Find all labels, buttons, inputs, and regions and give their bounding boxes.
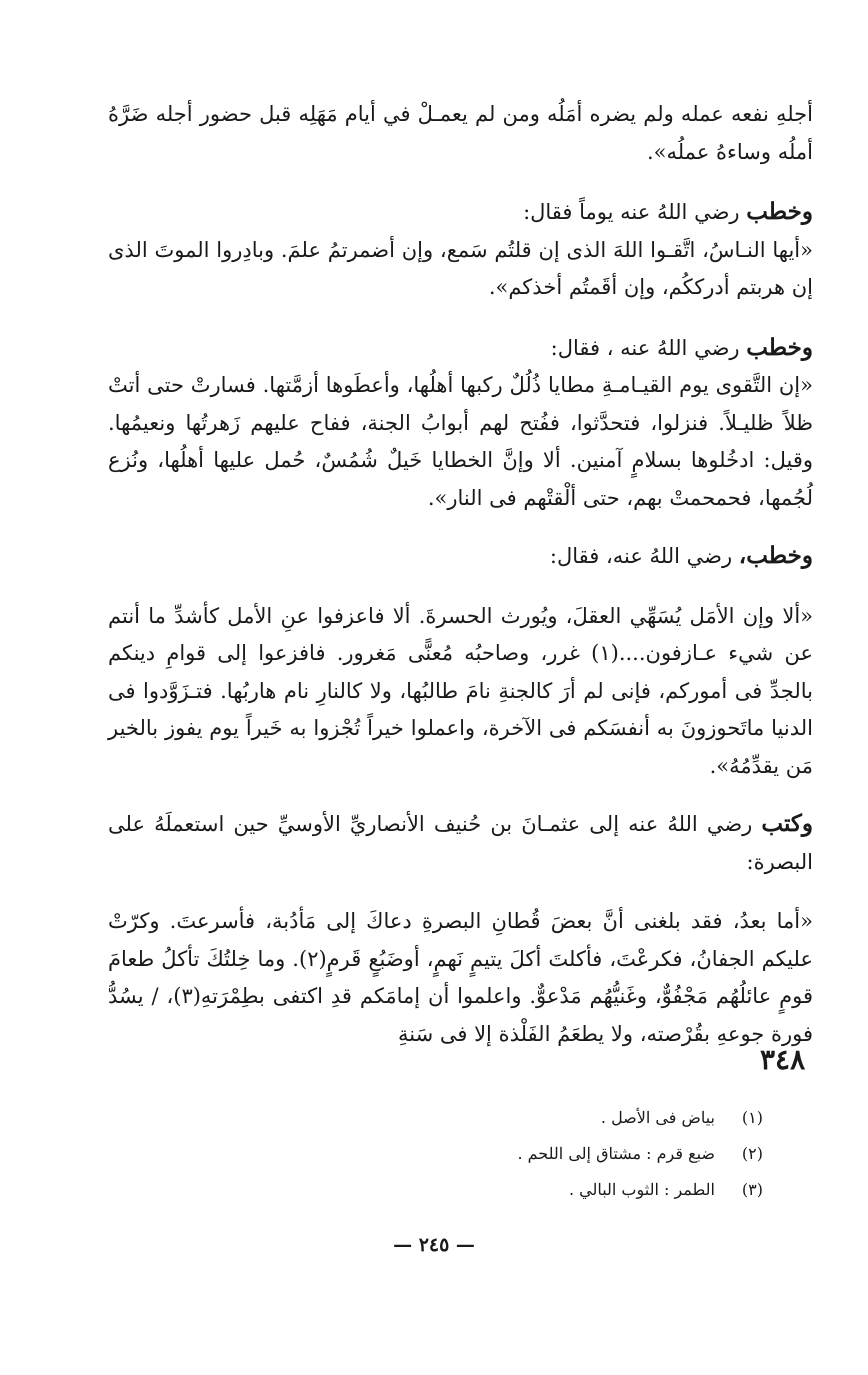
letter-intro — [108, 805, 813, 881]
sermon-3-text: «إن التَّقوى يوم القيـامـةِ مطايا ذُلُلٌ ركبها أهلُها، وأعطَوها أزمَّتها. فسارتْ حتى أتتْ ظلاً ظليـلاً. فنزلوا، فتحدَّثوا، ففُتح لهم أبوابُ الجنة، ففاح عليهم زَهرتُها ونعيمُها. وقيل: ادخُلوها بسلامٍ آمنين. ألا وإنَّ الخطايا خَيلٌ شُمُسٌ، حُمل عليها أهلُها، ونُزع لُجُمها، فحمحمتْ بهم، حتى ألْقتْهم فى النار». — [108, 373, 813, 510]
paragraph-continuation: أجلهِ نفعه عمله ولم يضره أمَلُه ومن لم يعمـلْ في أيام مَهَلِه قبل حضور أجله ضَرَّهُ أملُه وساءهُ عملُه». — [108, 102, 813, 164]
main-text — [108, 96, 813, 1053]
sermon-2-intro-text: رضي اللهُ عنه يوماً فقال: — [523, 200, 747, 224]
footnote-2 — [163, 1136, 763, 1172]
sermon-4-text: «ألا وإن الأمَل يُسَهِّي العقلَ، ويُورث الحسرةَ. ألا فاعزفوا عنِ الأمل كأشدِّ ما أنتم عن شيء عـازفون....(١) غرر، وصاحبُه مُعنًّى مَغرور. فافزعوا إلى قوامِ دينكم بالجدِّ فى أموركم، فإنى لم أرَ كالجنةِ نامَ طالبُها، ولا كالنارِ نام هاربُها. فتـزَوَّدوا فى الدنيا ماتَحوزونَ به أنفسَكم فى الآخرة، واعملوا خيراً تُجْزوا به خَيراً يوم يفوز بالخير مَن يقدِّمُهُ». — [108, 603, 813, 778]
letter-lead: وكتب — [761, 810, 813, 837]
sermon-2-lead: وخطب — [746, 198, 813, 225]
sermon-2-text: «أيها النـاسُ، اتَّقـوا اللهَ الذى إن قلتُم سَمع، وإن أضمرتمُ علمَ. وبادِروا الموتَ الذى إن هربتم أدرككُم، وإن أقَمتُم أخذكم». — [108, 237, 813, 299]
page-number: — ٢٤٥ — — [393, 1234, 475, 1256]
footnote-text: ضبع قرم : مشتاق إلى اللحم . — [517, 1144, 715, 1163]
footnote-number: (٢) — [741, 1144, 763, 1163]
sermon-4-intro-text: رضي اللهُ عنه، فقال: — [549, 544, 739, 568]
sermon-3-intro-text: رضي اللهُ عنه ، فقال: — [550, 335, 747, 360]
sermon-3-intro — [108, 329, 813, 368]
letter-intro-text: رضي اللهُ عنه إلى عثمـانَ بن حُنيف الأنصاريِّ الأوسيِّ حين استعملَهُ على البصرة: — [108, 812, 813, 874]
sermon-2-intro — [108, 193, 813, 232]
margin-page-reference: ٣٤٨ — [760, 1043, 806, 1076]
footnote-text: بياض فى الأصل . — [600, 1108, 715, 1127]
letter-text: «أما بعدُ، فقد بلغنى أنَّ بعضَ قُطانِ البصرةِ دعاكَ إلى مَأدُبة، فأسرعتَ. وكرّتْ عليكم الجفانُ، فكرعْتَ، فأكلتَ أكلَ يتيمٍ نَهمٍ، أوضَبُعٍ قَرمٍ(٢). وما خِلتُكَ تأكلُ طعامَ قومٍ عائلُهُم مَجْفُوٌّ، وغَنيُّهُم مَدْعوٌّ. واعلموا أن إمامَكم قدِ اكتفى بطِمْرَتهِ(٣)، / يسُدُّ فورة جوعهِ بقُرْصته، ولا يطعَمُ الفَلْذة إلا فى سَنةِ — [108, 909, 814, 1046]
footnotes — [163, 1100, 763, 1208]
footnote-number: (١) — [741, 1108, 763, 1127]
footnote-text: الطمر : الثوب البالي . — [568, 1180, 715, 1199]
sermon-4-intro — [108, 537, 813, 576]
sermon-4-lead: وخطب، — [738, 542, 813, 569]
footnote-3 — [163, 1172, 763, 1208]
footnote-number: (٣) — [741, 1180, 763, 1199]
footnote-1 — [163, 1100, 763, 1136]
sermon-3-lead: وخطب — [746, 333, 813, 361]
